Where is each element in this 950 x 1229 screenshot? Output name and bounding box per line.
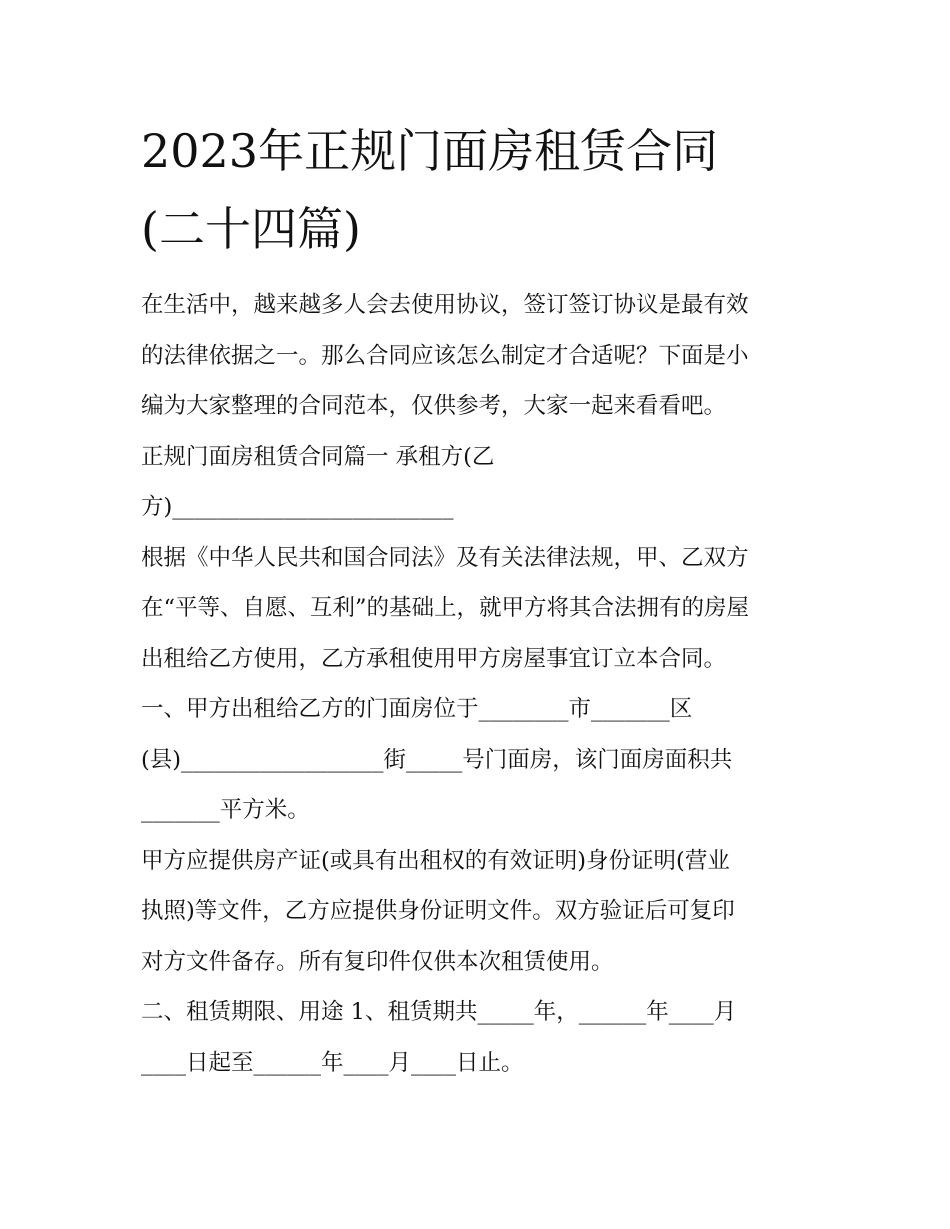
text-line: 根据《中华人民共和国合同法》及有关法律法规，甲、乙双方 [141, 544, 749, 571]
text-line: 一、甲方出租给乙方的门面房位于________市_______区 [141, 696, 693, 722]
text-line: _______平方米。 [141, 797, 310, 823]
title-line-1: 2023年正规门面房租赁合同 [141, 124, 719, 178]
title-line-2: (二十四篇) [141, 202, 361, 256]
text-line: 二、租赁期限、用途 1、租赁期共_____年，______年____月 [141, 999, 737, 1025]
text-line: ____日起至______年____月____日止。 [141, 1049, 524, 1076]
text-line: 在生活中，越来越多人会去使用协议，签订签订协议是最有效 [141, 292, 749, 318]
document-title [141, 112, 821, 268]
text-line: 甲方应提供房产证(或具有出租权的有效证明)身份证明(营业 [141, 847, 730, 874]
text-line: 出租给乙方使用，乙方承租使用甲方房屋事宜订立本合同。 [141, 645, 727, 672]
text-line: 对方文件备存。所有复印件仅供本次租赁使用。 [141, 948, 614, 975]
text-line: 执照)等文件，乙方应提供身份证明文件。双方验证后可复印 [141, 898, 735, 924]
text-line: 的法律依据之一。那么合同应该怎么制定才合适呢？下面是小 [141, 342, 749, 369]
text-line: (县)__________________街_____号门面房，该门面房面积共 [141, 746, 733, 773]
text-line: 在“平等、自愿、互利”的基础上，就甲方将其合法拥有的房屋 [141, 595, 750, 621]
document-body [141, 280, 821, 1088]
text-line: 方)_________________________ [141, 494, 454, 520]
text-line: 正规门面房租赁合同篇一 承租方(乙 [141, 443, 495, 470]
document-page [141, 112, 821, 1088]
text-line: 编为大家整理的合同范本，仅供参考，大家一起来看看吧。 [141, 393, 727, 419]
